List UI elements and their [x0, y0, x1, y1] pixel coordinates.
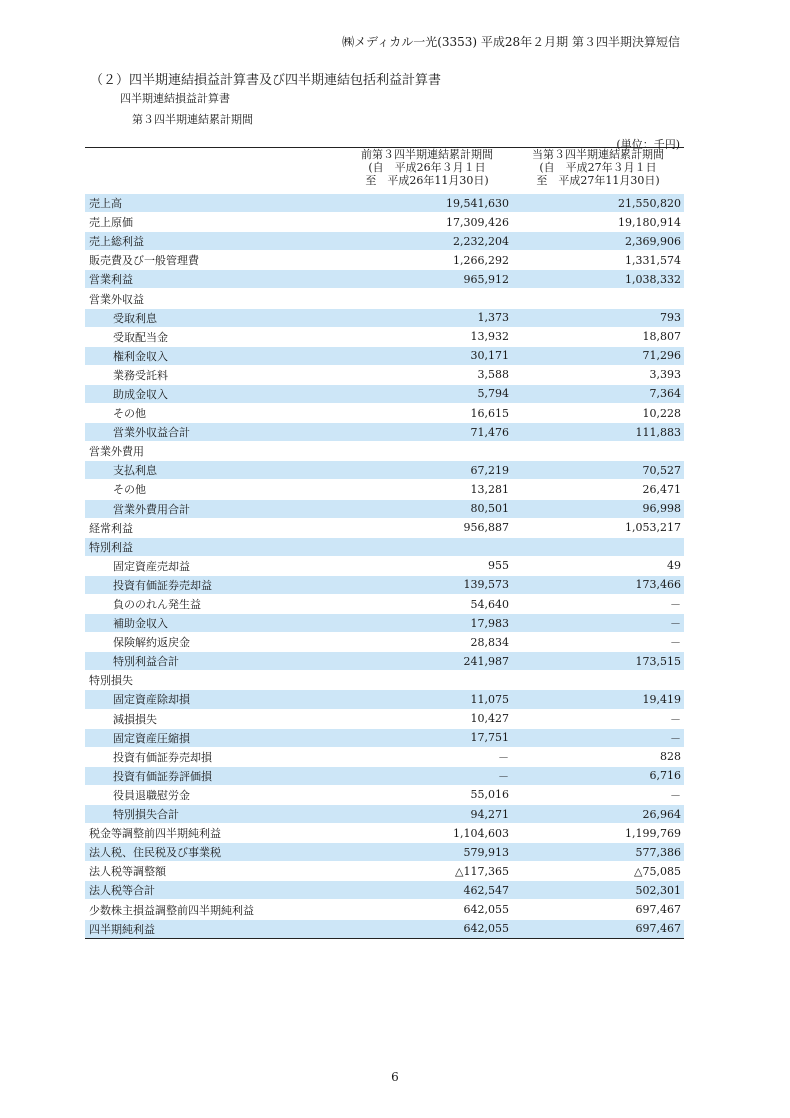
row-label: 助成金収入: [85, 384, 342, 403]
table-row: [85, 518, 684, 537]
table-row: [85, 213, 684, 232]
row-label: 法人税、住民税及び事業税: [85, 843, 342, 862]
table-header-row: [85, 148, 684, 193]
table-row: [85, 728, 684, 747]
row-label: 少数株主損益調整前四半期純利益: [85, 900, 342, 919]
row-label: 四半期純利益: [85, 919, 342, 938]
table-row: [85, 556, 684, 575]
prev-period-value: 642,055: [342, 900, 512, 919]
table-row: [85, 690, 684, 709]
prev-period-value: 71,476: [342, 423, 512, 442]
table-row: [85, 480, 684, 499]
row-label: 法人税等合計: [85, 881, 342, 900]
prev-period-value: 5,794: [342, 384, 512, 403]
table-row: [85, 862, 684, 881]
table-row: [85, 289, 684, 308]
prev-period-value: 19,541,630: [342, 192, 512, 213]
curr-period-value: －: [512, 785, 684, 804]
prev-period-value: 17,983: [342, 614, 512, 633]
curr-period-value: [512, 537, 684, 556]
prev-period-value: 16,615: [342, 404, 512, 423]
curr-period-value: [512, 671, 684, 690]
curr-period-value: 1,038,332: [512, 270, 684, 289]
curr-period-value: 2,369,906: [512, 232, 684, 251]
curr-period-value: 111,883: [512, 423, 684, 442]
table-row: [85, 709, 684, 728]
curr-period-value: 18,807: [512, 327, 684, 346]
row-label: 営業外費用: [85, 442, 342, 461]
row-label: 特別損失合計: [85, 805, 342, 824]
row-label: 営業外費用合計: [85, 499, 342, 518]
row-label: 固定資産売却益: [85, 556, 342, 575]
section-title: （２）四半期連結損益計算書及び四半期連結包括利益計算書: [90, 73, 442, 88]
curr-period-value: 1,053,217: [512, 518, 684, 537]
row-label: 役員退職慰労金: [85, 785, 342, 804]
curr-period-value: 70,527: [512, 461, 684, 480]
table-row: [85, 575, 684, 594]
prev-period-value: 139,573: [342, 575, 512, 594]
curr-period-value: [512, 442, 684, 461]
curr-period-value: 502,301: [512, 881, 684, 900]
curr-period-value: 26,964: [512, 805, 684, 824]
row-label: 特別利益: [85, 537, 342, 556]
table-row: [85, 442, 684, 461]
prev-period-value: 80,501: [342, 499, 512, 518]
table-row: [85, 919, 684, 938]
table-row: [85, 308, 684, 327]
curr-period-value: △75,085: [512, 862, 684, 881]
curr-period-value: －: [512, 633, 684, 652]
row-label: 営業利益: [85, 270, 342, 289]
prev-period-value: 241,987: [342, 652, 512, 671]
row-label: 補助金収入: [85, 614, 342, 633]
curr-period-value: 697,467: [512, 900, 684, 919]
prev-period-value: 55,016: [342, 785, 512, 804]
curr-period-value: －: [512, 728, 684, 747]
curr-period-value: 19,419: [512, 690, 684, 709]
curr-period-value: －: [512, 594, 684, 613]
row-label: 法人税等調整額: [85, 862, 342, 881]
prev-period-value: 1,104,603: [342, 824, 512, 843]
row-label: 投資有価証券評価損: [85, 766, 342, 785]
curr-period-value: 96,998: [512, 499, 684, 518]
row-label: 販売費及び一般管理費: [85, 251, 342, 270]
row-label: 減損損失: [85, 709, 342, 728]
label-column-header: [85, 148, 342, 193]
prev-period-value: 1,373: [342, 308, 512, 327]
curr-period-header: [512, 148, 684, 193]
prev-period-value: 28,834: [342, 633, 512, 652]
unit-label: (単位：千円): [616, 138, 680, 151]
prev-period-value: 2,232,204: [342, 232, 512, 251]
prev-period-value: 10,427: [342, 709, 512, 728]
curr-period-to: 至 平成27年11月30日): [536, 174, 660, 187]
curr-period-value: 49: [512, 556, 684, 575]
row-label: 受取利息: [85, 308, 342, 327]
table-row: [85, 805, 684, 824]
table-row: [85, 785, 684, 804]
prev-period-title: 前第３四半期連結累計期間: [361, 148, 493, 161]
row-label: 税金等調整前四半期純利益: [85, 824, 342, 843]
table-row: [85, 461, 684, 480]
prev-period-value: 94,271: [342, 805, 512, 824]
prev-period-value: 579,913: [342, 843, 512, 862]
table-row: [85, 251, 684, 270]
prev-period-value: [342, 442, 512, 461]
curr-period-value: 697,467: [512, 919, 684, 938]
prev-period-value: [342, 289, 512, 308]
table-row: [85, 499, 684, 518]
curr-period-value: 6,716: [512, 766, 684, 785]
prev-period-value: △117,365: [342, 862, 512, 881]
table-row: [85, 843, 684, 862]
curr-period-value: 1,331,574: [512, 251, 684, 270]
prev-period-value: 462,547: [342, 881, 512, 900]
curr-period-value: 10,228: [512, 404, 684, 423]
document-header: ㈱メディカル一光(3353) 平成28年２月期 第３四半期決算短信: [342, 35, 680, 49]
curr-period-value: 3,393: [512, 365, 684, 384]
table-row: [85, 365, 684, 384]
curr-period-value: 71,296: [512, 346, 684, 365]
row-label: 特別損失: [85, 671, 342, 690]
table-row: [85, 594, 684, 613]
table-row: [85, 346, 684, 365]
prev-period-value: 3,588: [342, 365, 512, 384]
prev-period-value: 11,075: [342, 690, 512, 709]
prev-period-value: 30,171: [342, 346, 512, 365]
row-label: 売上原価: [85, 213, 342, 232]
table-row: [85, 192, 684, 213]
curr-period-value: 793: [512, 308, 684, 327]
table-row: [85, 766, 684, 785]
curr-period-value: 7,364: [512, 384, 684, 403]
row-label: 固定資産圧縮損: [85, 728, 342, 747]
curr-period-value: 21,550,820: [512, 192, 684, 213]
prev-period-to: 至 平成26年11月30日): [365, 174, 489, 187]
curr-period-value: －: [512, 614, 684, 633]
row-label: 営業外収益: [85, 289, 342, 308]
row-label: 支払利息: [85, 461, 342, 480]
table-row: [85, 747, 684, 766]
row-label: 営業外収益合計: [85, 423, 342, 442]
row-label: 権利金収入: [85, 346, 342, 365]
prev-period-value: 1,266,292: [342, 251, 512, 270]
prev-period-value: 13,932: [342, 327, 512, 346]
curr-period-from: (自 平成27年３月１日: [539, 161, 657, 174]
row-label: 売上高: [85, 192, 342, 213]
row-label: 負ののれん発生益: [85, 594, 342, 613]
prev-period-value: 955: [342, 556, 512, 575]
row-label: 投資有価証券売却益: [85, 575, 342, 594]
prev-period-header: [342, 148, 512, 193]
table-row: [85, 614, 684, 633]
prev-period-value: [342, 671, 512, 690]
row-label: 特別利益合計: [85, 652, 342, 671]
prev-period-value: 67,219: [342, 461, 512, 480]
row-label: 投資有価証券売却損: [85, 747, 342, 766]
row-label: 固定資産除却損: [85, 690, 342, 709]
curr-period-value: 19,180,914: [512, 213, 684, 232]
row-label: 保険解約返戻金: [85, 633, 342, 652]
table-row: [85, 881, 684, 900]
table-row: [85, 537, 684, 556]
row-label: 経常利益: [85, 518, 342, 537]
prev-period-from: (自 平成26年３月１日: [368, 161, 486, 174]
prev-period-value: 642,055: [342, 919, 512, 938]
table-row: [85, 327, 684, 346]
table-row: [85, 633, 684, 652]
income-statement-table: [85, 147, 684, 939]
curr-period-value: 173,515: [512, 652, 684, 671]
table-row: [85, 404, 684, 423]
prev-period-value: 17,751: [342, 728, 512, 747]
statement-title: 四半期連結損益計算書: [120, 92, 230, 105]
curr-period-title: 当第３四半期連結累計期間: [532, 148, 664, 161]
row-label: 受取配当金: [85, 327, 342, 346]
prev-period-value: 965,912: [342, 270, 512, 289]
table-row: [85, 384, 684, 403]
row-label: 業務受託料: [85, 365, 342, 384]
curr-period-value: －: [512, 709, 684, 728]
period-title: 第３四半期連結累計期間: [132, 113, 253, 126]
curr-period-value: 1,199,769: [512, 824, 684, 843]
prev-period-value: 17,309,426: [342, 213, 512, 232]
prev-period-value: 13,281: [342, 480, 512, 499]
table-row: [85, 270, 684, 289]
table-row: [85, 423, 684, 442]
row-label: 売上総利益: [85, 232, 342, 251]
curr-period-value: 828: [512, 747, 684, 766]
row-label: その他: [85, 480, 342, 499]
table-row: [85, 671, 684, 690]
prev-period-value: －: [342, 747, 512, 766]
table-row: [85, 824, 684, 843]
curr-period-value: 26,471: [512, 480, 684, 499]
prev-period-value: －: [342, 766, 512, 785]
prev-period-value: 956,887: [342, 518, 512, 537]
page-number: 6: [391, 1070, 399, 1084]
table-row: [85, 900, 684, 919]
prev-period-value: [342, 537, 512, 556]
curr-period-value: 577,386: [512, 843, 684, 862]
prev-period-value: 54,640: [342, 594, 512, 613]
row-label: その他: [85, 404, 342, 423]
table-row: [85, 652, 684, 671]
curr-period-value: 173,466: [512, 575, 684, 594]
table-row: [85, 232, 684, 251]
curr-period-value: [512, 289, 684, 308]
